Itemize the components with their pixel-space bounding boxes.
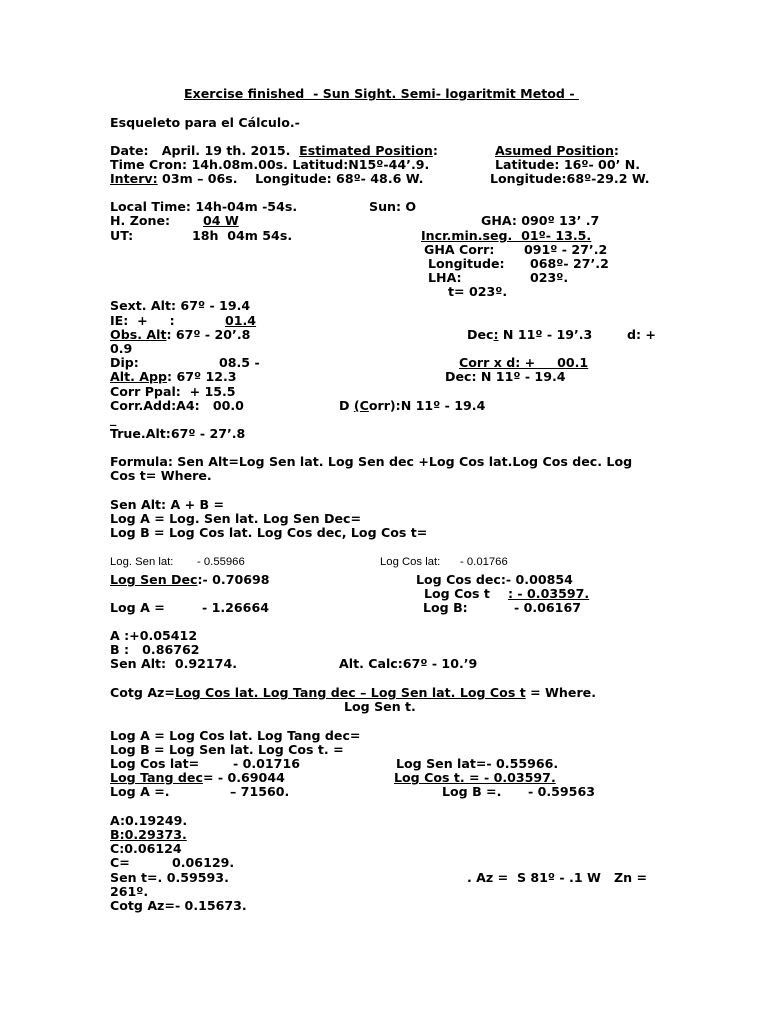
- dip-label: Dip:: [110, 355, 139, 370]
- interv-value: 03m – 06s. Longitude: 68º- 48.6 W.: [157, 171, 424, 186]
- lha-value: 023º.: [530, 270, 569, 285]
- gha-corr-value: 091º - 27’.2: [524, 242, 608, 257]
- alt-app-label: Alt. App: [110, 369, 168, 384]
- log-sen-dec-label: Log Sen Dec: [110, 572, 198, 587]
- sun-label: Sun: O: [369, 199, 417, 214]
- incr-min-seg: Incr.min.seg. 01º- 13.5.: [421, 228, 592, 243]
- asumed-latitude: Latitude: 16º- 00’ N.: [495, 157, 641, 172]
- c-equals-value: 0.06129.: [172, 855, 235, 870]
- log-cos-lat-value: - 0.01766: [460, 556, 508, 568]
- local-time: Local Time: 14h-04m -54s.: [110, 199, 298, 214]
- document-title: Exercise finished - Sun Sight. Semi- logaritmit Metod -: [184, 86, 579, 101]
- corr-add: Corr.Add:A4: 00.0: [110, 398, 244, 413]
- az-log-cos-lat-label: Log Cos lat=: [110, 756, 200, 771]
- sen-t-value: Sen t=. 0.59593.: [110, 870, 229, 885]
- log-b-definition: Log B = Log Cos lat. Log Cos dec, Log Cos t=: [110, 525, 428, 540]
- dec-colon: :: [493, 327, 499, 342]
- h-zone-label: H. Zone:: [110, 213, 171, 228]
- cotg-az-prefix: Cotg Az=: [110, 685, 175, 700]
- alt-app-line: [110, 369, 237, 384]
- estimated-position-label: Estimated Position: [299, 143, 433, 158]
- d-value-wrap: 0.9: [110, 341, 133, 356]
- t-value: t= 023º.: [448, 284, 508, 299]
- interv-line: [110, 171, 423, 186]
- cotg-az-numerator: Log Cos lat. Log Tang dec – Log Sen lat. Log Cos t: [174, 685, 526, 700]
- az-log-a-label: Log A =.: [110, 784, 170, 799]
- log-sen-dec-value: :- 0.70698: [197, 572, 270, 587]
- gha-corr-label: GHA Corr:: [424, 242, 495, 257]
- ie-label: IE: + :: [110, 313, 175, 328]
- alt-calc: Alt. Calc:67º - 10.’9: [339, 656, 478, 671]
- alt-app-value: : 67º 12.3: [167, 369, 237, 384]
- dec-corrected: Dec: N 11º - 19.4: [445, 369, 566, 384]
- log-cos-t-label: Log Cos t: [424, 586, 490, 601]
- az-log-cos-t: Log Cos t. = - 0.03597.: [394, 770, 556, 785]
- obs-alt-line: [110, 327, 250, 342]
- dec-line: [467, 327, 592, 342]
- log-a-label: Log A =: [110, 600, 165, 615]
- az-log-a-definition: Log A = Log Cos lat. Log Tang dec=: [110, 728, 361, 743]
- sen-alt-value: Sen Alt: 0.92174.: [110, 656, 237, 671]
- d-corr-underlined: (C: [353, 398, 369, 413]
- ie-value: 01.4: [225, 313, 257, 328]
- zn-value: 261º.: [110, 884, 149, 899]
- date-line: [110, 143, 438, 158]
- h-zone-value: 04 W: [203, 213, 239, 228]
- b-value: B : 0.86762: [110, 642, 200, 657]
- az-log-sen-lat: Log Sen lat=- 0.55966.: [396, 756, 559, 771]
- lha-label: LHA:: [428, 270, 462, 285]
- sen-alt-formula: Sen Alt: A + B =: [110, 497, 225, 512]
- asumed-position-line: [495, 143, 619, 158]
- log-sen-dec-line: [110, 572, 270, 587]
- az-log-b-value: - 0.59563: [528, 784, 595, 799]
- log-cos-lat-label: Log Cos lat:: [380, 556, 441, 568]
- asumed-longitude: Longitude:68º-29.2 W.: [490, 171, 650, 186]
- az-log-b-label: Log B =.: [442, 784, 502, 799]
- ut-value: 18h 04m 54s.: [192, 228, 293, 243]
- longitude-value: 068º- 27’.2: [530, 256, 609, 271]
- formula-line-1: Formula: Sen Alt=Log Sen lat. Log Sen dec +Log Cos lat.Log Cos dec. Log: [110, 454, 633, 469]
- obs-alt-label: Obs. Alt: [110, 327, 167, 342]
- cotg-az-formula: [110, 685, 596, 700]
- estimated-position-colon: :: [432, 143, 438, 158]
- c-equals-label: C=: [110, 855, 130, 870]
- dec-label: Dec: [467, 327, 494, 342]
- log-cos-t-value: : - 0.03597.: [508, 586, 590, 601]
- az-log-a-value: – 71560.: [230, 784, 290, 799]
- dash-mark: _: [110, 411, 117, 426]
- log-tang-dec-line: [110, 770, 285, 785]
- asumed-position-label: Asumed Position: [495, 143, 614, 158]
- az-log-b-definition: Log B = Log Sen lat. Log Cos t. =: [110, 742, 344, 757]
- az-b-value: B:0.29373.: [110, 827, 187, 842]
- azimuth-result: . Az = S 81º - .1 W Zn =: [467, 870, 648, 885]
- log-b-value: - 0.06167: [514, 600, 581, 615]
- dec-value: N 11º - 19’.3: [498, 327, 593, 342]
- d-corr-rest: orr):N 11º - 19.4: [368, 398, 486, 413]
- interv-label: Interv:: [110, 171, 158, 186]
- log-tang-dec-value: = - 0.69044: [202, 770, 285, 785]
- log-sen-lat-value: - 0.55966: [197, 556, 245, 568]
- obs-alt-value: : 67º - 20’.8: [166, 327, 251, 342]
- log-a-definition: Log A = Log. Sen lat. Log Sen Dec=: [110, 511, 362, 526]
- az-c-value: C:0.06124: [110, 841, 182, 856]
- cotg-az-suffix: = Where.: [525, 685, 596, 700]
- log-cos-dec: Log Cos dec:- 0.00854: [416, 572, 573, 587]
- log-tang-dec-label: Log Tang dec: [110, 770, 203, 785]
- sext-alt: Sext. Alt: 67º - 19.4: [110, 298, 251, 313]
- dip-value: 08.5 -: [219, 355, 260, 370]
- d-corr-line: [339, 398, 485, 413]
- gha-value: GHA: 090º 13’ .7: [481, 213, 600, 228]
- d-corr-prefix: D: [339, 398, 354, 413]
- cotg-az-value: Cotg Az=- 0.15673.: [110, 898, 247, 913]
- true-alt: True.Alt:67º - 27’.8: [110, 426, 246, 441]
- a-value: A :+0.05412: [110, 628, 198, 643]
- log-b-label: Log B:: [423, 600, 468, 615]
- skeleton-heading: Esqueleto para el Cálculo.-: [110, 115, 300, 130]
- d-value: d: +: [627, 327, 656, 342]
- longitude-label: Longitude:: [428, 256, 505, 271]
- asumed-position-colon: :: [613, 143, 619, 158]
- log-sen-lat-label: Log. Sen lat:: [110, 556, 174, 568]
- az-a-value: A:0.19249.: [110, 813, 188, 828]
- az-log-cos-lat-value: - 0.01716: [233, 756, 300, 771]
- corr-ppal: Corr Ppal: + 15.5: [110, 384, 236, 399]
- ut-label: UT:: [110, 228, 134, 243]
- cotg-az-denominator: Log Sen t.: [344, 699, 416, 714]
- log-a-value: - 1.26664: [202, 600, 269, 615]
- formula-line-2: Cos t= Where.: [110, 468, 212, 483]
- corr-x-d: Corr x d: + 00.1: [459, 355, 589, 370]
- time-cron-line: Time Cron: 14h.08m.00s. Latitud:N15º-44’.9.: [110, 157, 430, 172]
- date-label: Date: April. 19 th. 2015.: [110, 143, 291, 158]
